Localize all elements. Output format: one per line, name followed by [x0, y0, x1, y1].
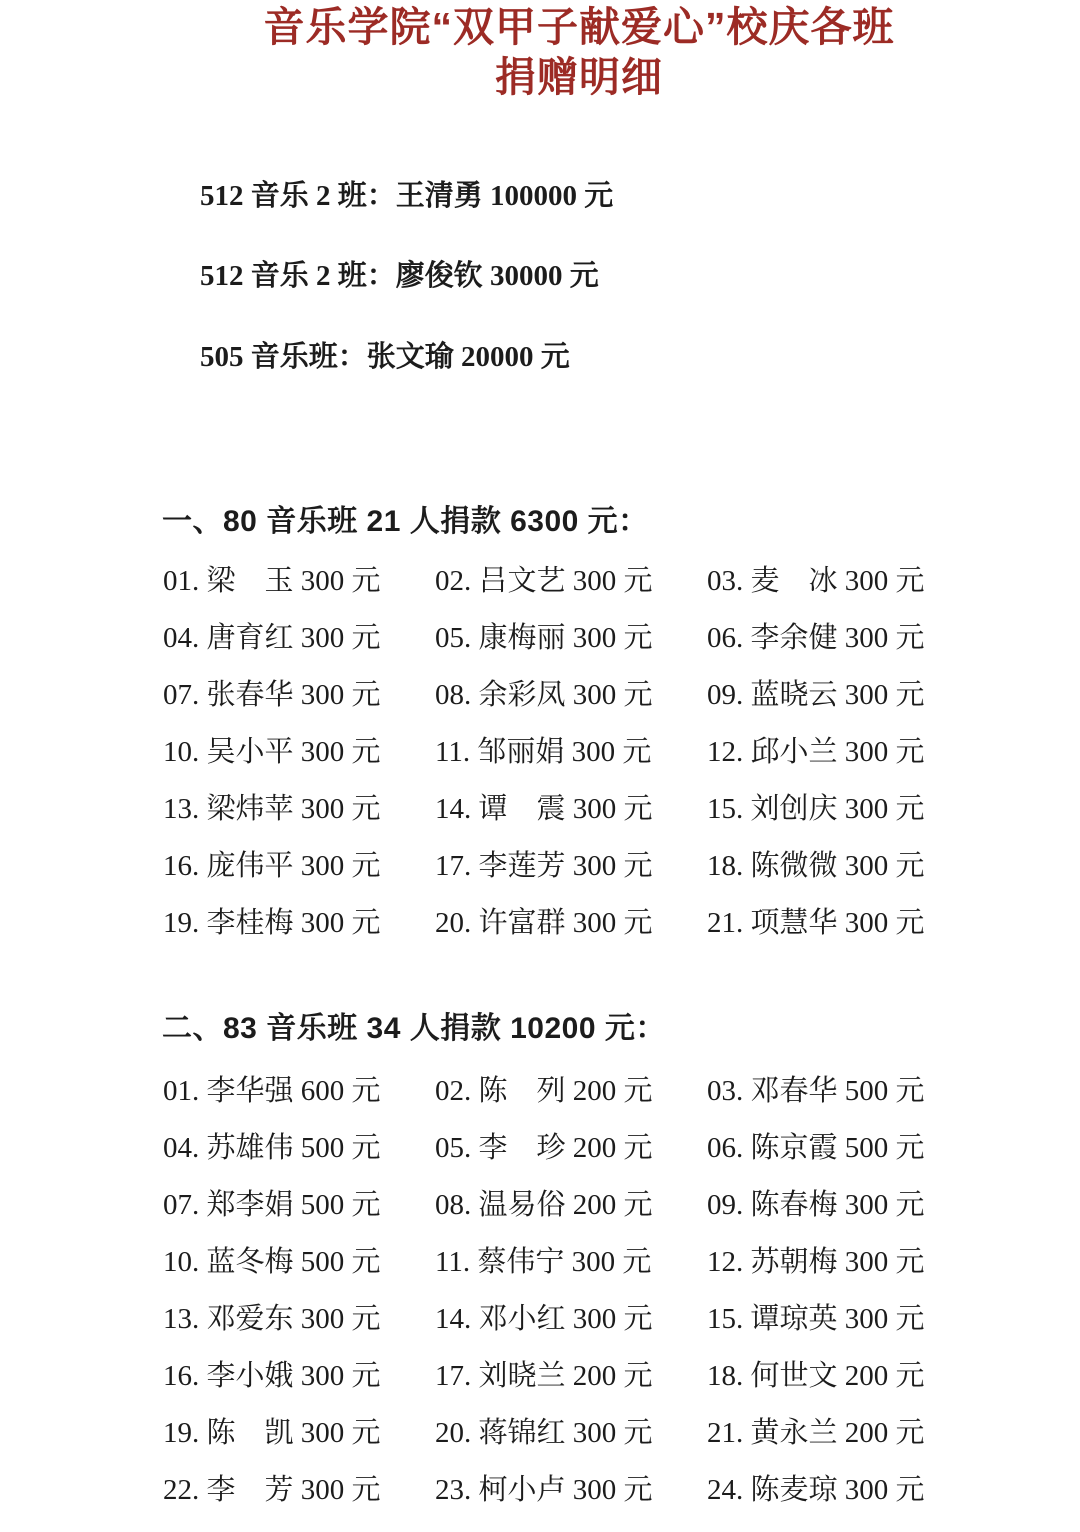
section-heading-class-80: 一、80 音乐班 21 人捐款 6300 元：: [162, 505, 649, 538]
document-title: [0, 2, 1080, 102]
donation-entry: 05. 李 珍 200 元: [435, 1132, 653, 1164]
donation-entry: 17. 刘晓兰 200 元: [435, 1360, 653, 1392]
donation-entry: 11. 蔡伟宁 300 元: [435, 1246, 652, 1278]
donation-entry: 08. 温易俗 200 元: [435, 1189, 653, 1221]
donation-entry: 14. 谭 震 300 元: [435, 793, 653, 825]
donation-entry: 10. 吴小平 300 元: [163, 736, 381, 768]
donation-summary-line: 512 音乐 2 班：王清勇 100000 元: [200, 180, 614, 212]
donation-summary-line: 512 音乐 2 班：廖俊钦 30000 元: [200, 260, 599, 292]
donation-entry: 07. 张春华 300 元: [163, 679, 381, 711]
donation-entry: 21. 黄永兰 200 元: [707, 1417, 925, 1449]
donation-entry: 16. 李小娥 300 元: [163, 1360, 381, 1392]
donation-entry: 12. 邱小兰 300 元: [707, 736, 925, 768]
donation-entry: 01. 李华强 600 元: [163, 1075, 381, 1107]
donation-entry: 17. 李莲芳 300 元: [435, 850, 653, 882]
donation-entry: 02. 陈 列 200 元: [435, 1075, 653, 1107]
donation-entry: 13. 梁炜苹 300 元: [163, 793, 381, 825]
donation-entry: 21. 项慧华 300 元: [707, 907, 925, 939]
donation-entry: 18. 陈微微 300 元: [707, 850, 925, 882]
donation-entry: 13. 邓爱东 300 元: [163, 1303, 381, 1335]
donation-entry: 18. 何世文 200 元: [707, 1360, 925, 1392]
donation-entry: 22. 李 芳 300 元: [163, 1474, 381, 1506]
donation-entry: 15. 谭琼英 300 元: [707, 1303, 925, 1335]
donation-entry: 05. 康梅丽 300 元: [435, 622, 653, 654]
donation-list-class-83: [163, 1076, 980, 1532]
donation-entry: 10. 蓝冬梅 500 元: [163, 1246, 381, 1278]
donation-entry: 01. 梁 玉 300 元: [163, 565, 381, 597]
donation-entry: 03. 麦 冰 300 元: [707, 565, 925, 597]
donation-entry: 23. 柯小卢 300 元: [435, 1474, 653, 1506]
donation-entry: 04. 唐育红 300 元: [163, 622, 381, 654]
donation-entry: 09. 陈春梅 300 元: [707, 1189, 925, 1221]
donation-entry: 09. 蓝晓云 300 元: [707, 679, 925, 711]
donation-entry: 08. 余彩凤 300 元: [435, 679, 653, 711]
donation-entry: 14. 邓小红 300 元: [435, 1303, 653, 1335]
donation-entry: 12. 苏朝梅 300 元: [707, 1246, 925, 1278]
donation-entry: 04. 苏雄伟 500 元: [163, 1132, 381, 1164]
donation-entry: 03. 邓春华 500 元: [707, 1075, 925, 1107]
donation-entry: 02. 吕文艺 300 元: [435, 565, 653, 597]
donation-entry: 11. 邹丽娟 300 元: [435, 736, 652, 768]
document-title-line2: 捐赠明细: [495, 54, 663, 100]
donation-entry: 20. 许富群 300 元: [435, 907, 653, 939]
section-heading-class-83: 二、83 音乐班 34 人捐款 10200 元：: [162, 1012, 666, 1045]
donation-entry: 24. 陈麦琼 300 元: [707, 1474, 925, 1506]
donation-entry: 19. 陈 凯 300 元: [163, 1417, 381, 1449]
donation-entry: 20. 蒋锦红 300 元: [435, 1417, 653, 1449]
donation-entry: 16. 庞伟平 300 元: [163, 850, 381, 882]
donation-list-class-80: [163, 566, 980, 965]
document-title-line1: 音乐学院“双甲子献爱心”校庆各班: [263, 4, 895, 50]
donation-entry: 06. 陈京霞 500 元: [707, 1132, 925, 1164]
donation-entry: 06. 李余健 300 元: [707, 622, 925, 654]
donation-summary-line: 505 音乐班：张文瑜 20000 元: [200, 341, 570, 373]
donation-entry: 07. 郑李娟 500 元: [163, 1189, 381, 1221]
donation-entry: 15. 刘创庆 300 元: [707, 793, 925, 825]
donation-entry: 19. 李桂梅 300 元: [163, 907, 381, 939]
